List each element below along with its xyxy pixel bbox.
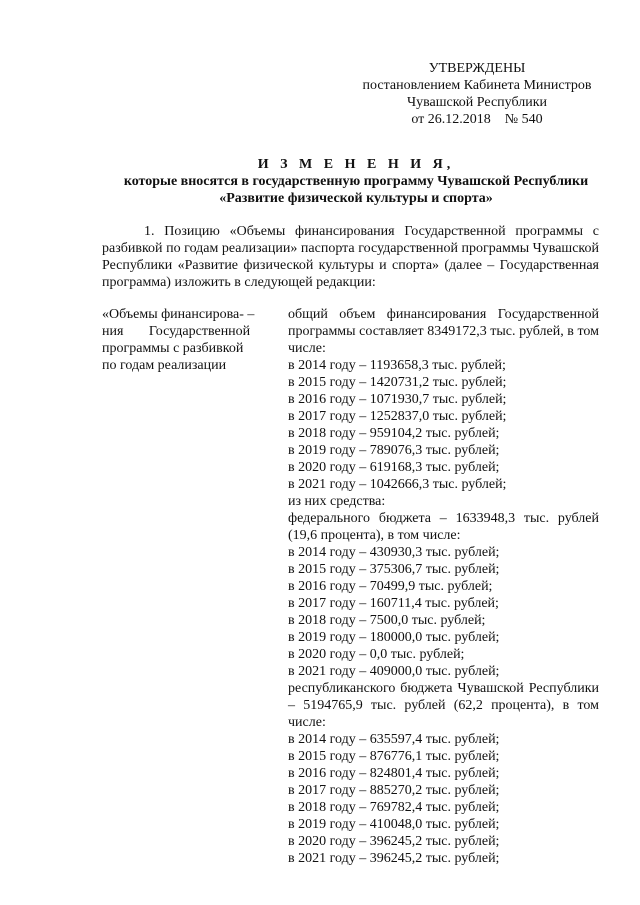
total-year-2017: в 2017 году – 1252837,0 тыс. рублей; [288,409,507,424]
total-intro: общий объем финансирования Государственной программы составляет 8349172,3 тыс. рублей, в том числе: [288,307,599,356]
title-line-1: которые вносятся в государственную программу Чувашской Республики [123,174,589,189]
federal-intro: федерального бюджета – 1633948,3 тыс. рублей (19,6 процента), в том числе: [288,511,599,543]
republic-intro: республиканского бюджета Чувашской Республики – 5194765,9 тыс. рублей (62,2 процента), в том числе: [288,681,599,730]
total-year-2021: в 2021 году – 1042666,3 тыс. рублей; [288,477,507,492]
federal-year-2015: в 2015 году – 375306,7 тыс. рублей; [288,562,500,577]
left-line-2: ния Государственной [102,324,251,339]
total-year-2019: в 2019 году – 789076,3 тыс. рублей; [288,443,500,458]
total-year-2015: в 2015 году – 1420731,2 тыс. рублей; [288,375,507,390]
approved-heading: УТВЕРЖДЕНЫ [428,61,526,76]
left-line-1 [102,306,274,323]
title-line-2: «Развитие физической культуры и спорта» [219,191,493,206]
federal-year-2016: в 2016 году – 70499,9 тыс. рублей; [288,579,493,594]
passport-position-label [102,306,274,374]
federal-year-2019: в 2019 году – 180000,0 тыс. рублей; [288,630,500,645]
republic-year-2014: в 2014 году – 635597,4 тыс. рублей; [288,732,500,747]
federal-year-2021: в 2021 году – 409000,0 тыс. рублей; [288,664,500,679]
republic-year-2020: в 2020 году – 396245,2 тыс. рублей; [288,834,500,849]
republic-year-2019: в 2019 году – 410048,0 тыс. рублей; [288,817,500,832]
federal-year-2014: в 2014 году – 430930,3 тыс. рублей; [288,545,500,560]
approved-line-1: постановлением Кабинета Министров [362,78,592,93]
total-year-2016: в 2016 году – 1071930,7 тыс. рублей; [288,392,507,407]
approved-line-3: от 26.12.2018 № 540 [411,112,543,127]
republic-year-2018: в 2018 году – 769782,4 тыс. рублей; [288,800,500,815]
left-line-1-text: «Объемы финансирова- – [102,307,255,322]
republic-year-2016: в 2016 году – 824801,4 тыс. рублей; [288,766,500,781]
republic-year-2017: в 2017 году – 885270,2 тыс. рублей; [288,783,500,798]
federal-year-2017: в 2017 году – 160711,4 тыс. рублей; [288,596,499,611]
total-year-2020: в 2020 году – 619168,3 тыс. рублей; [288,460,500,475]
of-them-label: из них средства: [288,494,386,509]
left-line-3: программы с разбивкой [102,341,244,356]
federal-year-2018: в 2018 году – 7500,0 тыс. рублей; [288,613,486,628]
financing-details [288,306,599,867]
total-year-2014: в 2014 году – 1193658,3 тыс. рублей; [288,358,506,373]
approval-stamp-block [352,60,602,128]
republic-year-2015: в 2015 году – 876776,1 тыс. рублей; [288,749,500,764]
approved-line-2: Чувашской Республики [406,95,548,110]
intro-paragraph: 1. Позицию «Объемы финансирования Государственной программы с разбивкой по годам реализации» паспорта государственной программы Чувашской Республики «Развитие физической культуры и спорта» (далее – Государственная программа) изложить в следующей редакции: [102,224,599,290]
federal-year-2020: в 2020 году – 0,0 тыс. рублей; [288,647,465,662]
document-title [60,156,640,207]
total-year-2018: в 2018 году – 959104,2 тыс. рублей; [288,426,500,441]
title-word: И З М Е Н Е Н И Я, [257,157,455,172]
republic-year-2021: в 2021 году – 396245,2 тыс. рублей; [288,851,500,866]
left-line-4: по годам реализации [102,358,227,373]
